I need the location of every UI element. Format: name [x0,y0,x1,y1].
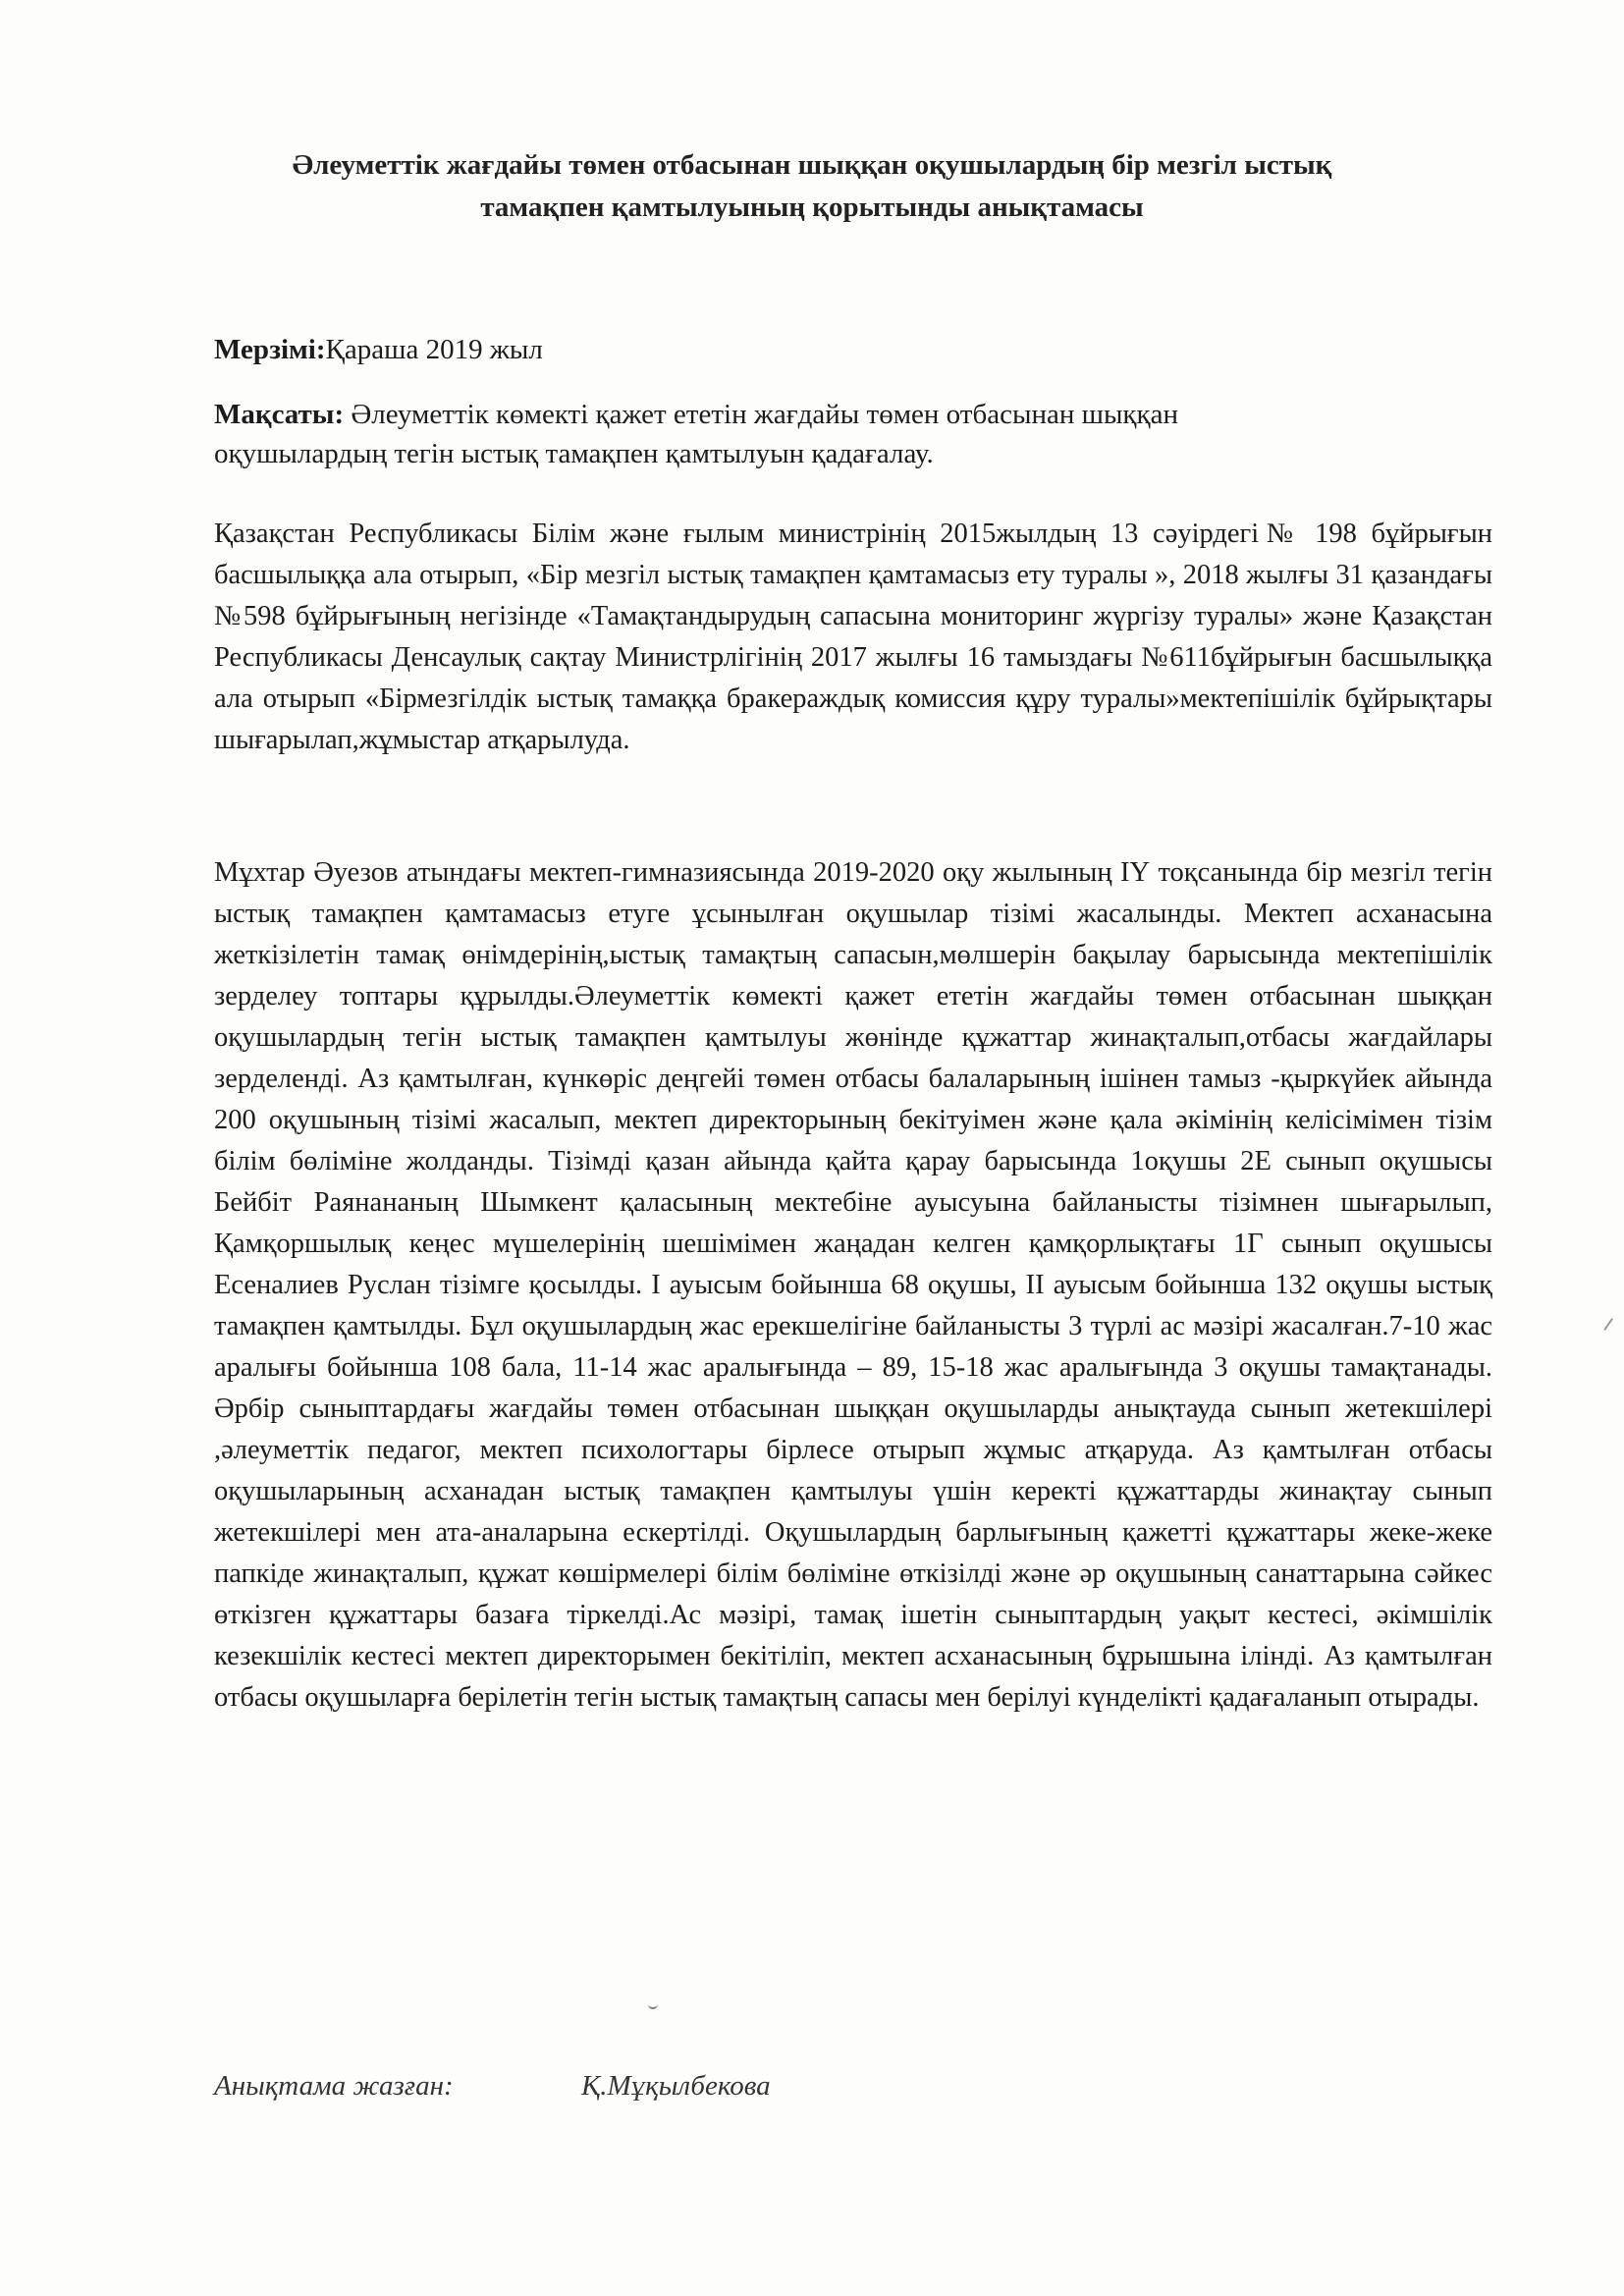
paragraph-orders: Қазақстан Республикасы Білім және ғылым министрінің 2015жылдың 13 сәуірдегі№ 198 бұйрығын басшылыққа ала отырып, «Бір мезгіл ыстық тамақпен қамтамасыз ету туралы », 2018 жылғы 31 қазандағы №598 бұйрығының негізінде «Тамақтандырудың сапасына мониторинг жүргізу туралы» және Қазақстан Республикасы Денсаулық сақтау Министрлігінің 2017 жылғы 16 тамыздағы №611бұйрығын басшылыққа ала отырып «Бірмезгілдік ыстық тамаққа бракераждық комиссия құру туралы»мектепішілік бұйрықтары шығарылап,жұмыстар атқарылуда. [214,519,1492,755]
term-value: Қараша 2019 жыл [325,334,543,365]
term-row [214,330,1441,369]
term-label: Мерзімі: [214,334,326,365]
document-title-line2: тамақпен қамтылуының қорытынды анықтамасы [480,191,1144,223]
signature-name: Қ.Мұқылбекова [581,2070,771,2102]
scan-mark [1603,1318,1622,1337]
document-title-line1: Әлеуметтік жағдайы төмен отбасынан шыққан оқушылардың бір мезгіл ыстық [292,149,1332,181]
purpose-label: Мақсаты: [214,399,345,430]
purpose-value-line2: оқушылардың тегін ыстық тамақпен қамтылуын қадағалау. [214,438,934,469]
signature-label: Анықтама жазған: [214,2070,454,2102]
purpose-row [214,395,1441,473]
paragraph-summary: Мұхтар Әуезов атындағы мектеп-гимназиясында 2019-2020 оқу жылының ІҮ тоқсанында бір мезгіл тегін ыстық тамақпен қамтамасыз етуге ұсынылған оқушылар тізімі жасалынды. Мектеп асханасына жеткізілетін тамақ өнімдерінің,ыстық тамақтың сапасын,мөлшерін бақылау барысында мектепішілік зерделеу топтары құрылды.Әлеуметтік көмекті қажет ететін жағдайы төмен отбасынан шыққан оқушылардың тегін ыстық тамақпен қамтылуы жөнінде құжаттар жинақталып,отбасы жағдайлары зерделенді. Аз қамтылған, күнкөріс деңгейі төмен отбасы балаларының ішінен тамыз -қыркүйек айында 200 оқушының тізімі жасалып, мектеп директорының бекітуімен және қала әкімінің келісімімен тізім білім бөліміне жолданды. Тізімді қазан айында қайта қарау барысында 1оқушы 2Е сынып оқушысы Бейбіт Раянананың Шымкент қаласының мектебіне ауысуына байланысты тізімнен шығарылып, Қамқоршылық кеңес мүшелерінің шешімімен жаңадан келген қамқорлықтағы 1Г сынып оқушысы Есеналиев Руслан тізімге қосылды. І ауысым бойынша 68 оқушы, ІІ ауысым бойынша 132 оқушы ыстық тамақпен қамтылды. Бұл оқушылардың жас ерекшелігіне байланысты 3 түрлі ас мәзірі жасалған.7-10 жас аралығы бойынша 108 бала, 11-14 жас аралығында – 89, 15-18 жас аралығында 3 оқушы тамақтанады. Әрбір сыныптардағы жағдайы төмен отбасынан шыққан оқушыларды анықтауда сынып жетекшілері ,әлеуметтік педагог, мектеп психологтары бірлесе отырып жұмыс атқаруда. Аз қамтылған отбасы оқушыларының асханадан ыстық тамақпен қамтылуы үшін керекті құжаттарды жинақтау сынып жетекшілері мен ата-аналарына ескертілді. Оқушылардың барлығының қажетті құжаттары жеке-жеке папкіде жинақталып, құжат көшірмелері білім бөліміне өткізілді және әр оқушының санаттарына сәйкес өткізген құжаттары базаға тіркелді.Ас мәзірі, тамақ ішетін сыныптардың уақыт кестесі, әкімшілік кезекшілік кестесі мектеп директорымен бекітіліп, мектеп асханасының бұрышына ілінді. Аз қамтылған отбасы оқушыларға берілетін тегін ыстық тамақтың сапасы мен берілуі күнделікті қадағаланып отырады. [214,857,1492,1713]
purpose-value-line1: Әлеуметтік көмекті қажет ететін жағдайы төмен отбасынан шыққан [351,399,1179,430]
scan-speck [648,2003,658,2009]
